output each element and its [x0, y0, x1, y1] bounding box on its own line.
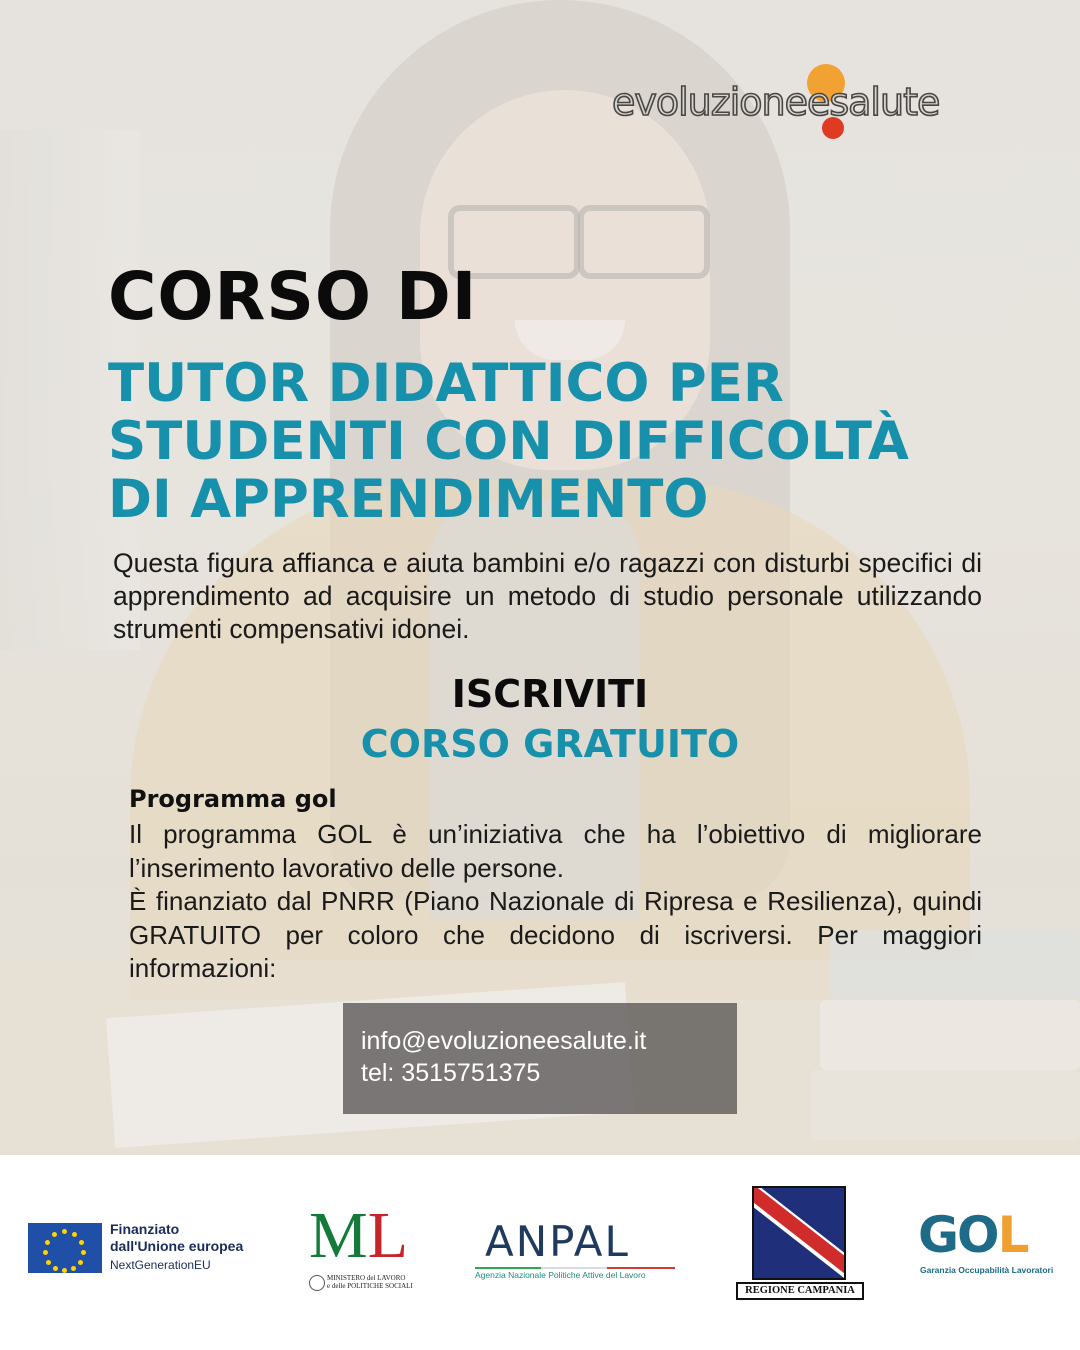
ministero-text-line: e delle POLITICHE SOCIALI	[327, 1282, 413, 1290]
eu-star-icon	[53, 1266, 58, 1271]
logo-text: evoluzioneesalute	[612, 80, 940, 124]
eu-text-line: dall'Unione europea	[110, 1238, 244, 1254]
eu-text-line: Finanziato	[110, 1221, 180, 1237]
eu-star-icon	[46, 1260, 51, 1265]
anpal-logo	[475, 1217, 680, 1287]
eu-star-icon	[79, 1240, 84, 1245]
anpal-tricolor-bar	[475, 1267, 675, 1269]
eu-star-icon	[62, 1268, 67, 1273]
eu-star-icon	[71, 1266, 76, 1271]
gol-letter-g: G	[918, 1206, 958, 1264]
eu-funding-logo	[28, 1221, 278, 1281]
eu-star-icon	[43, 1250, 48, 1255]
course-title-line: STUDENTI CON DIFFICOLTÀ	[108, 411, 909, 472]
ministero-monogram-l: L	[367, 1199, 409, 1272]
course-title-line: TUTOR DIDATTICO PER	[108, 353, 784, 414]
course-description: Questa figura affianca e aiuta bambini e/o ragazzi con disturbi specifici di apprendimento ad acquisire un metodo di studio personale utilizzando strumenti compensativi idonei.	[113, 548, 982, 644]
contact-email[interactable]: info@evoluzioneesalute.it	[361, 1027, 647, 1055]
anpal-subtitle: Agenzia Nazionale Politiche Attive del Lavoro	[475, 1270, 646, 1280]
programma-title: Programma gol	[129, 785, 337, 813]
programma-paragraph: Il programma GOL è un’iniziativa che ha l’obiettivo di migliorare l’inserimento lavorativo delle persone.	[129, 819, 982, 883]
contact-phone[interactable]: tel: 3515751375	[361, 1059, 541, 1087]
cta-enroll: ISCRIVITI	[451, 672, 649, 716]
campania-shield-icon	[752, 1186, 846, 1280]
programma-paragraph: È finanziato dal PNRR (Piano Nazionale di Ripresa e Resilienza), quindi GRATUITO per coloro che decidono di iscriversi. Per maggiori informazioni:	[129, 886, 982, 983]
campania-label: REGIONE CAMPANIA	[736, 1282, 864, 1300]
eu-star-icon	[52, 1232, 57, 1237]
heading-prefix: CORSO DI	[108, 258, 478, 335]
eu-star-icon	[78, 1260, 83, 1265]
gol-wordmark	[918, 1207, 1027, 1263]
italian-emblem-icon	[309, 1275, 325, 1291]
gol-letter-l: L	[997, 1206, 1028, 1264]
eu-text-line: NextGenerationEU	[110, 1258, 211, 1272]
ministero-text	[327, 1274, 413, 1290]
eu-star-icon	[62, 1229, 67, 1234]
anpal-wordmark: ANPAL	[485, 1217, 630, 1266]
eu-flag-icon	[28, 1223, 102, 1273]
footer-strip	[20, 1177, 1060, 1312]
programma-text	[129, 818, 982, 986]
contact-box	[343, 1003, 737, 1114]
evoluzioneesalute-logo	[612, 62, 992, 148]
gol-letter-o: O	[957, 1206, 998, 1264]
eu-star-icon	[81, 1250, 86, 1255]
eu-star-icon	[45, 1240, 50, 1245]
footer-logos	[0, 1155, 1080, 1350]
ministero-text-line: MINISTERO del LAVORO	[327, 1274, 406, 1282]
eu-star-icon	[72, 1232, 77, 1237]
regione-campania-logo	[736, 1186, 864, 1304]
course-title	[108, 355, 1008, 529]
ministero-monogram-m: M	[309, 1199, 368, 1272]
gol-logo	[918, 1207, 1058, 1287]
cta-free-course: CORSO GRATUITO	[360, 722, 740, 766]
ministero-monogram	[309, 1199, 409, 1272]
course-title-line: DI APPRENDIMENTO	[108, 469, 709, 530]
ministero-lavoro-logo	[305, 1199, 415, 1305]
gol-subtitle: Garanzia Occupabilità Lavoratori	[920, 1265, 1054, 1275]
